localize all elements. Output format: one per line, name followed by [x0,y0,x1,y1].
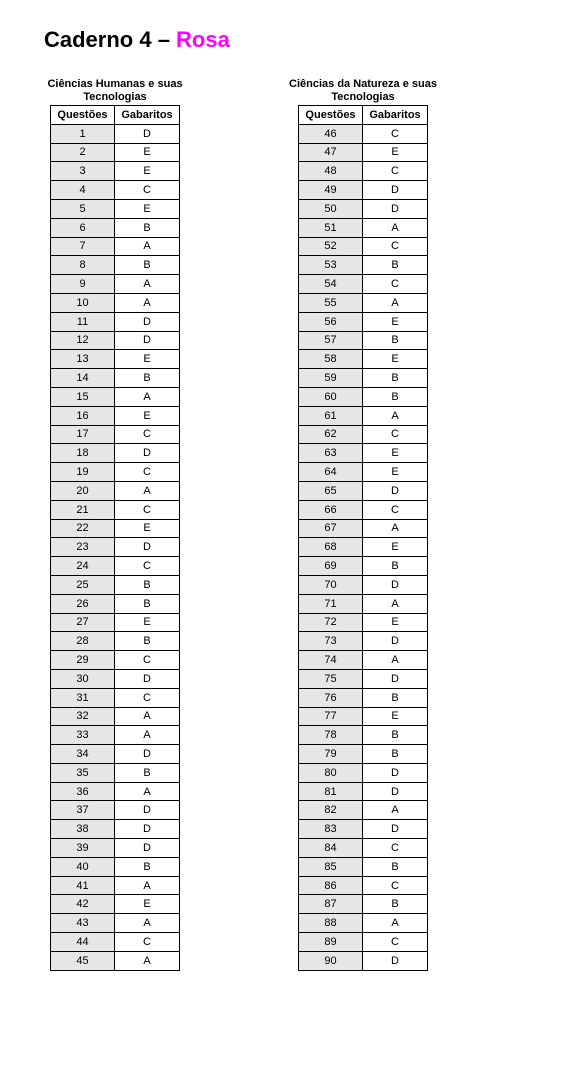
question-number: 68 [299,538,363,557]
answer-letter: B [115,857,180,876]
question-number: 18 [51,444,115,463]
question-number: 52 [299,237,363,256]
answer-letter: D [363,820,428,839]
question-number: 9 [51,275,115,294]
answer-letter: E [115,519,180,538]
question-number: 7 [51,237,115,256]
table-row [51,575,180,594]
answer-letter: E [363,312,428,331]
table-body [299,124,428,970]
answer-letter: D [115,801,180,820]
question-number: 44 [51,933,115,952]
table-row [299,519,428,538]
table-row [51,933,180,952]
answer-letter: D [115,331,180,350]
answer-letter: D [115,745,180,764]
answer-letter: A [115,707,180,726]
table-row [51,914,180,933]
table-row [299,162,428,181]
question-number: 36 [51,782,115,801]
table-row [51,857,180,876]
table-row [299,669,428,688]
answer-letter: E [363,707,428,726]
table-row [299,124,428,143]
table-row [299,463,428,482]
answer-letter: D [363,669,428,688]
answer-letter: D [363,481,428,500]
question-number: 23 [51,538,115,557]
answer-letter: B [115,763,180,782]
answer-letter: D [115,312,180,331]
table-body [51,124,180,970]
question-number: 54 [299,275,363,294]
table-row [51,162,180,181]
question-number: 38 [51,820,115,839]
table-row [51,895,180,914]
question-number: 75 [299,669,363,688]
answer-letter: D [115,820,180,839]
answer-letter: A [363,293,428,312]
table-row [51,425,180,444]
question-number: 21 [51,500,115,519]
table-row [51,594,180,613]
table-row [299,782,428,801]
table-row [51,199,180,218]
answer-letter: E [363,463,428,482]
section-title: Ciências Humanas e suas Tecnologias [47,78,183,103]
question-number: 76 [299,688,363,707]
table-row [299,876,428,895]
table-row [51,444,180,463]
question-number: 26 [51,594,115,613]
answer-letter: C [115,557,180,576]
table-row [51,387,180,406]
answer-letter: D [363,782,428,801]
table-row [299,218,428,237]
question-number: 88 [299,914,363,933]
question-number: 19 [51,463,115,482]
table-row [51,557,180,576]
answer-letter: C [115,933,180,952]
question-number: 62 [299,425,363,444]
question-number: 84 [299,839,363,858]
page-title-accent: Rosa [176,27,230,52]
answer-letter: E [363,613,428,632]
answer-letter: A [363,914,428,933]
table-row [299,406,428,425]
question-number: 4 [51,181,115,200]
table-row [299,951,428,970]
table-row [51,839,180,858]
table-row [51,651,180,670]
answer-letter: D [363,199,428,218]
table-row [299,914,428,933]
table-row [299,651,428,670]
table-row [299,613,428,632]
question-number: 60 [299,387,363,406]
answer-letter: B [115,369,180,388]
table-row [51,331,180,350]
answer-letter: A [363,594,428,613]
question-number: 37 [51,801,115,820]
question-number: 87 [299,895,363,914]
answer-letter: C [363,876,428,895]
question-number: 41 [51,876,115,895]
table-row [299,763,428,782]
answer-letter: B [363,745,428,764]
table-row [299,688,428,707]
answer-letter: E [115,143,180,162]
answer-letter: B [363,726,428,745]
answer-letter: A [115,481,180,500]
question-number: 83 [299,820,363,839]
table-row [51,707,180,726]
question-number: 27 [51,613,115,632]
table-row [299,199,428,218]
table-row [299,820,428,839]
answer-letter: A [115,726,180,745]
table-row [51,406,180,425]
table-row [299,933,428,952]
table-row [299,387,428,406]
answer-letter: B [363,688,428,707]
answer-letter: A [115,914,180,933]
question-number: 78 [299,726,363,745]
table-row [299,557,428,576]
answer-letter: C [363,124,428,143]
table-row [299,632,428,651]
answer-letter: B [363,857,428,876]
question-number: 46 [299,124,363,143]
question-number: 73 [299,632,363,651]
table-row [299,726,428,745]
table-row [299,500,428,519]
answer-letter: B [363,369,428,388]
question-number: 79 [299,745,363,764]
answer-letter: C [115,181,180,200]
question-number: 57 [299,331,363,350]
answer-letter: B [363,895,428,914]
answer-letter: B [115,256,180,275]
answer-letter: C [363,500,428,519]
table-row [51,237,180,256]
answer-letter: C [363,425,428,444]
answer-letter: D [363,575,428,594]
question-number: 40 [51,857,115,876]
table-row [51,124,180,143]
table-row [51,538,180,557]
question-number: 35 [51,763,115,782]
answer-letter: A [115,876,180,895]
table-row [51,256,180,275]
question-number: 5 [51,199,115,218]
table-row [299,895,428,914]
question-number: 72 [299,613,363,632]
answer-table-natureza [298,105,428,971]
question-number: 64 [299,463,363,482]
question-number: 12 [51,331,115,350]
question-number: 80 [299,763,363,782]
table-row [51,820,180,839]
question-number: 13 [51,350,115,369]
answer-letter: D [363,763,428,782]
table-row [51,669,180,688]
table-row [51,369,180,388]
answer-letter: B [115,575,180,594]
answer-letter: E [115,199,180,218]
table-row [51,500,180,519]
section-natureza [280,78,446,971]
section-humanas [38,78,192,971]
question-number: 74 [299,651,363,670]
question-number: 17 [51,425,115,444]
question-number: 51 [299,218,363,237]
question-number: 86 [299,876,363,895]
answer-letter: B [363,557,428,576]
table-row [51,463,180,482]
answer-letter: A [115,782,180,801]
question-number: 59 [299,369,363,388]
question-number: 2 [51,143,115,162]
question-number: 56 [299,312,363,331]
answer-letter: C [115,425,180,444]
table-row [51,519,180,538]
answer-letter: A [115,387,180,406]
question-number: 90 [299,951,363,970]
question-number: 58 [299,350,363,369]
question-number: 85 [299,857,363,876]
table-row [299,256,428,275]
answer-letter: A [115,293,180,312]
answer-letter: D [115,839,180,858]
question-number: 20 [51,481,115,500]
table-row [51,876,180,895]
table-row [51,726,180,745]
question-number: 67 [299,519,363,538]
table-row [51,143,180,162]
question-number: 10 [51,293,115,312]
question-number: 81 [299,782,363,801]
answer-letter: C [115,500,180,519]
table-row [299,275,428,294]
table-row [299,839,428,858]
table-row [51,293,180,312]
question-number: 25 [51,575,115,594]
answer-table-humanas [50,105,180,971]
question-number: 3 [51,162,115,181]
question-number: 77 [299,707,363,726]
question-number: 61 [299,406,363,425]
question-number: 33 [51,726,115,745]
section-title: Ciências da Natureza e suas Tecnologias [289,78,437,103]
answer-letter: A [363,519,428,538]
answer-letter: C [363,162,428,181]
table-row [51,782,180,801]
table-row [299,801,428,820]
question-number: 30 [51,669,115,688]
table-row [299,481,428,500]
question-number: 15 [51,387,115,406]
question-number: 63 [299,444,363,463]
answer-letter: B [115,218,180,237]
answer-letter: E [363,444,428,463]
answer-letter: D [115,538,180,557]
answer-letter: E [115,895,180,914]
answer-letter: C [363,237,428,256]
answer-letter: E [115,406,180,425]
answer-letter: A [363,651,428,670]
question-number: 42 [51,895,115,914]
table-row [51,350,180,369]
question-number: 71 [299,594,363,613]
answer-letter: D [363,632,428,651]
answer-letter: D [115,124,180,143]
table-row [299,538,428,557]
question-number: 39 [51,839,115,858]
answer-letter: A [115,237,180,256]
table-row [299,293,428,312]
table-row [299,745,428,764]
question-number: 69 [299,557,363,576]
table-row [51,801,180,820]
answer-letter: A [363,406,428,425]
table-row [51,312,180,331]
table-row [51,688,180,707]
question-number: 34 [51,745,115,764]
question-number: 66 [299,500,363,519]
table-row [51,632,180,651]
question-number: 1 [51,124,115,143]
answer-letter: D [363,951,428,970]
answer-letter: C [363,933,428,952]
question-number: 53 [299,256,363,275]
answer-letter: C [363,275,428,294]
answer-letter: B [363,256,428,275]
table-row [299,857,428,876]
table-row [299,143,428,162]
table-header-row [51,106,180,125]
question-number: 6 [51,218,115,237]
answer-letter: E [115,350,180,369]
table-row [299,707,428,726]
table-row [51,745,180,764]
page-title-main: Caderno 4 – [44,27,177,52]
answer-letter: B [115,594,180,613]
table-row [299,350,428,369]
table-row [299,444,428,463]
question-number: 55 [299,293,363,312]
question-number: 50 [299,199,363,218]
table-row [299,331,428,350]
answer-letter: B [363,331,428,350]
question-number: 14 [51,369,115,388]
table-row [51,481,180,500]
question-number: 65 [299,481,363,500]
table-header-row [299,106,428,125]
answer-letter: B [115,632,180,651]
question-number: 11 [51,312,115,331]
answer-letter: C [363,839,428,858]
answer-letter: B [363,387,428,406]
column-header-questions: Questões [51,106,115,125]
question-number: 24 [51,557,115,576]
answer-letter: C [115,463,180,482]
answer-letter: D [363,181,428,200]
table-row [51,951,180,970]
question-number: 8 [51,256,115,275]
answer-letter: E [115,613,180,632]
answer-letter: E [363,350,428,369]
table-row [299,181,428,200]
answer-letter: E [363,143,428,162]
question-number: 32 [51,707,115,726]
answer-letter: A [115,275,180,294]
question-number: 29 [51,651,115,670]
question-number: 22 [51,519,115,538]
table-row [51,613,180,632]
answer-letter: C [115,651,180,670]
answer-letter: A [115,951,180,970]
question-number: 31 [51,688,115,707]
question-number: 45 [51,951,115,970]
question-number: 70 [299,575,363,594]
column-header-answers: Gabaritos [115,106,180,125]
question-number: 48 [299,162,363,181]
question-number: 28 [51,632,115,651]
answer-letter: A [363,801,428,820]
table-row [299,594,428,613]
question-number: 89 [299,933,363,952]
table-row [51,218,180,237]
question-number: 49 [299,181,363,200]
question-number: 82 [299,801,363,820]
answer-letter: A [363,218,428,237]
answer-letter: D [115,669,180,688]
table-row [299,369,428,388]
table-row [51,275,180,294]
question-number: 16 [51,406,115,425]
page-title [44,27,230,53]
table-row [299,237,428,256]
column-header-questions: Questões [299,106,363,125]
answer-letter: E [115,162,180,181]
table-row [299,312,428,331]
table-row [51,763,180,782]
answer-letter: C [115,688,180,707]
column-header-answers: Gabaritos [363,106,428,125]
question-number: 47 [299,143,363,162]
question-number: 43 [51,914,115,933]
table-row [299,425,428,444]
answer-letter: E [363,538,428,557]
table-row [51,181,180,200]
answer-letter: D [115,444,180,463]
table-row [299,575,428,594]
